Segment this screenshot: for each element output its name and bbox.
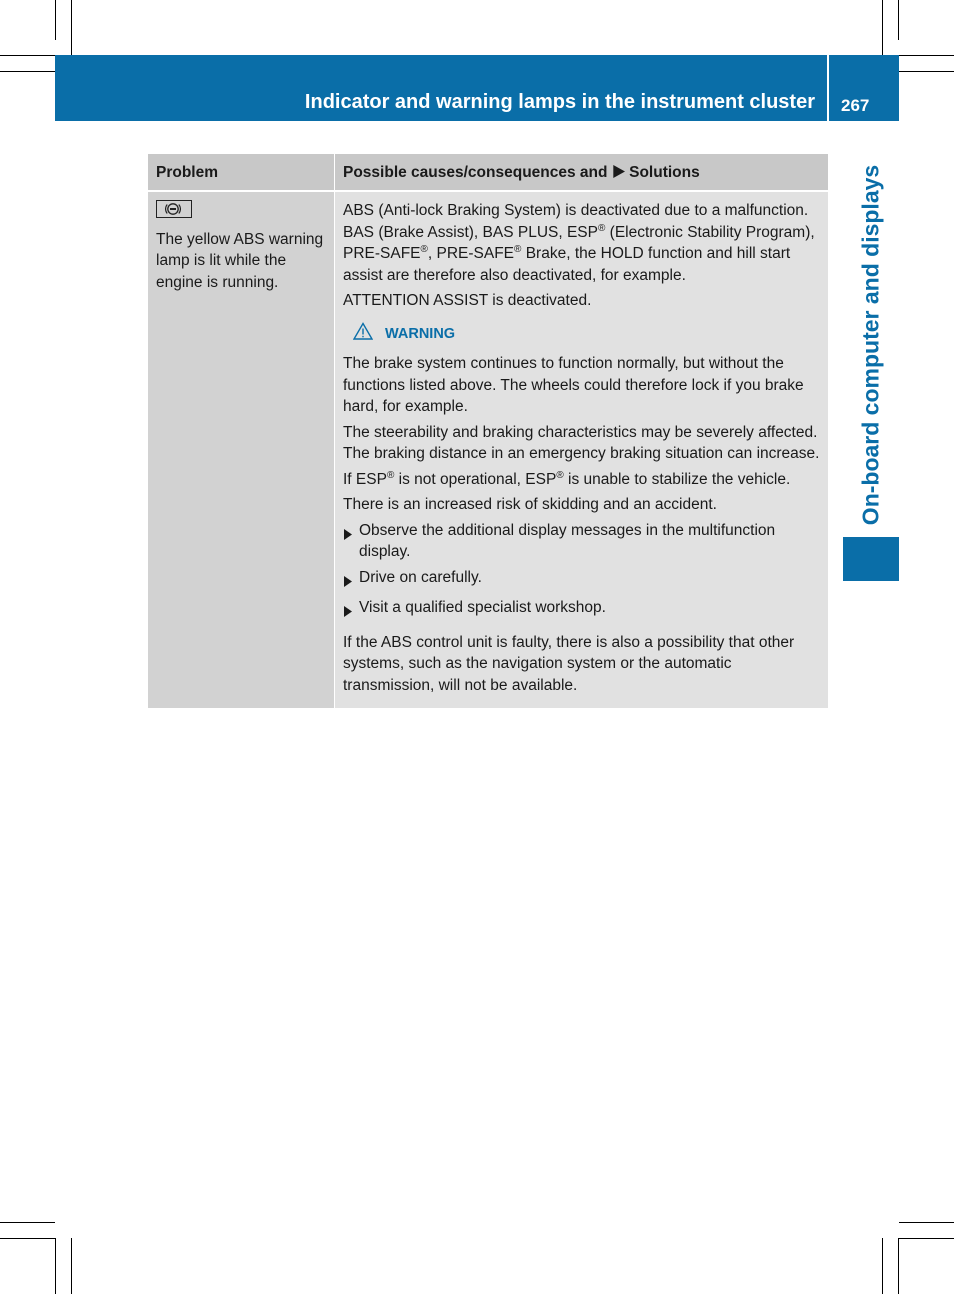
solution-step xyxy=(343,520,822,563)
warning-label: WARNING xyxy=(385,325,456,342)
final-paragraph: If the ABS control unit is faulty, there is also a possibility that other systems, such as the navigation system or the automatic transmission, will not be available. xyxy=(343,633,795,694)
page-title: Indicator and warning lamps in the instrument cluster xyxy=(304,91,815,113)
header-solutions-prefix: Possible causes/consequences and xyxy=(343,164,608,181)
problem-description: The yellow ABS warning lamp is lit while the engine is running. xyxy=(156,230,324,291)
registered-mark: ® xyxy=(514,243,522,255)
header-solutions-suffix: Solutions xyxy=(629,164,700,181)
crop-mark xyxy=(0,1222,55,1223)
step-arrow-icon xyxy=(343,597,359,624)
esp-text-1: If ESP xyxy=(343,470,387,488)
crop-mark xyxy=(882,0,883,55)
crop-mark xyxy=(0,1238,55,1239)
problem-cell xyxy=(148,191,335,708)
cause-text-1: ABS (Anti-lock Braking System) is deactivated due to a malfunction. BAS (Brake Assist), BAS PLUS, ESP xyxy=(343,202,809,241)
crop-mark xyxy=(71,1238,72,1294)
cause-text-2: (Electronic Stability Program), PRE-SAFE xyxy=(343,223,815,262)
step-arrow-icon xyxy=(343,520,359,563)
abs-warning-lamp-icon xyxy=(156,200,192,218)
warning-triangle-icon xyxy=(353,322,373,348)
solution-step xyxy=(343,567,822,594)
table-row xyxy=(148,191,828,708)
esp-text-2: is not operational, ESP xyxy=(394,470,557,488)
warning-paragraph xyxy=(343,469,822,491)
esp-text-3: is unable to stabilize the vehicle. xyxy=(563,470,791,488)
registered-mark: ® xyxy=(386,469,395,481)
header-band xyxy=(55,55,827,121)
step-text: Visit a qualified specialist workshop. xyxy=(359,599,606,616)
step-text: Observe the additional display messages in the multifunction display. xyxy=(359,521,776,560)
crop-mark xyxy=(55,1238,56,1294)
crop-mark xyxy=(899,1238,954,1239)
crop-mark xyxy=(71,0,72,55)
crop-mark xyxy=(0,55,55,56)
page-number: 267 xyxy=(841,96,870,115)
header-problem: Problem xyxy=(148,154,335,191)
registered-mark: ® xyxy=(420,243,428,255)
chapter-tab xyxy=(843,537,899,581)
crop-mark xyxy=(55,0,56,40)
table-header-row xyxy=(148,154,828,191)
crop-mark xyxy=(882,1238,883,1294)
warning-paragraph: There is an increased risk of skidding and an accident. xyxy=(343,496,717,513)
solution-step xyxy=(343,597,822,624)
warning-paragraph: The brake system continues to function normally, but without the functions listed above. The wheels could therefore lock if you brake hard, for example. xyxy=(343,355,804,415)
header-solutions xyxy=(335,154,829,191)
cause-paragraph xyxy=(343,200,822,286)
warning-heading xyxy=(343,322,822,348)
crop-mark xyxy=(0,71,55,72)
warning-paragraph: The steerability and braking characteristics may be severely affected. The braking distance in an emergency braking situation can increase. xyxy=(343,423,820,462)
registered-mark: ® xyxy=(556,469,564,481)
arrow-right-icon xyxy=(612,165,625,178)
step-text: Drive on carefully. xyxy=(359,568,482,586)
crop-mark xyxy=(898,0,899,40)
crop-mark xyxy=(898,1238,899,1294)
attention-assist-paragraph: ATTENTION ASSIST is deactivated. xyxy=(343,292,592,309)
cause-text-4: Brake, the HOLD function and hill start assist are therefore also deactivated, for example. xyxy=(343,245,791,284)
solution-cell xyxy=(335,191,829,708)
crop-mark xyxy=(899,1222,954,1223)
page-number-band xyxy=(829,55,899,121)
cause-text-3: , PRE-SAFE xyxy=(427,245,515,262)
step-arrow-icon xyxy=(343,567,359,594)
crop-mark xyxy=(899,71,954,72)
lamp-table xyxy=(148,154,828,708)
crop-mark xyxy=(899,55,954,56)
chapter-label: On-board computer and displays xyxy=(857,164,884,526)
registered-mark: ® xyxy=(597,222,606,234)
